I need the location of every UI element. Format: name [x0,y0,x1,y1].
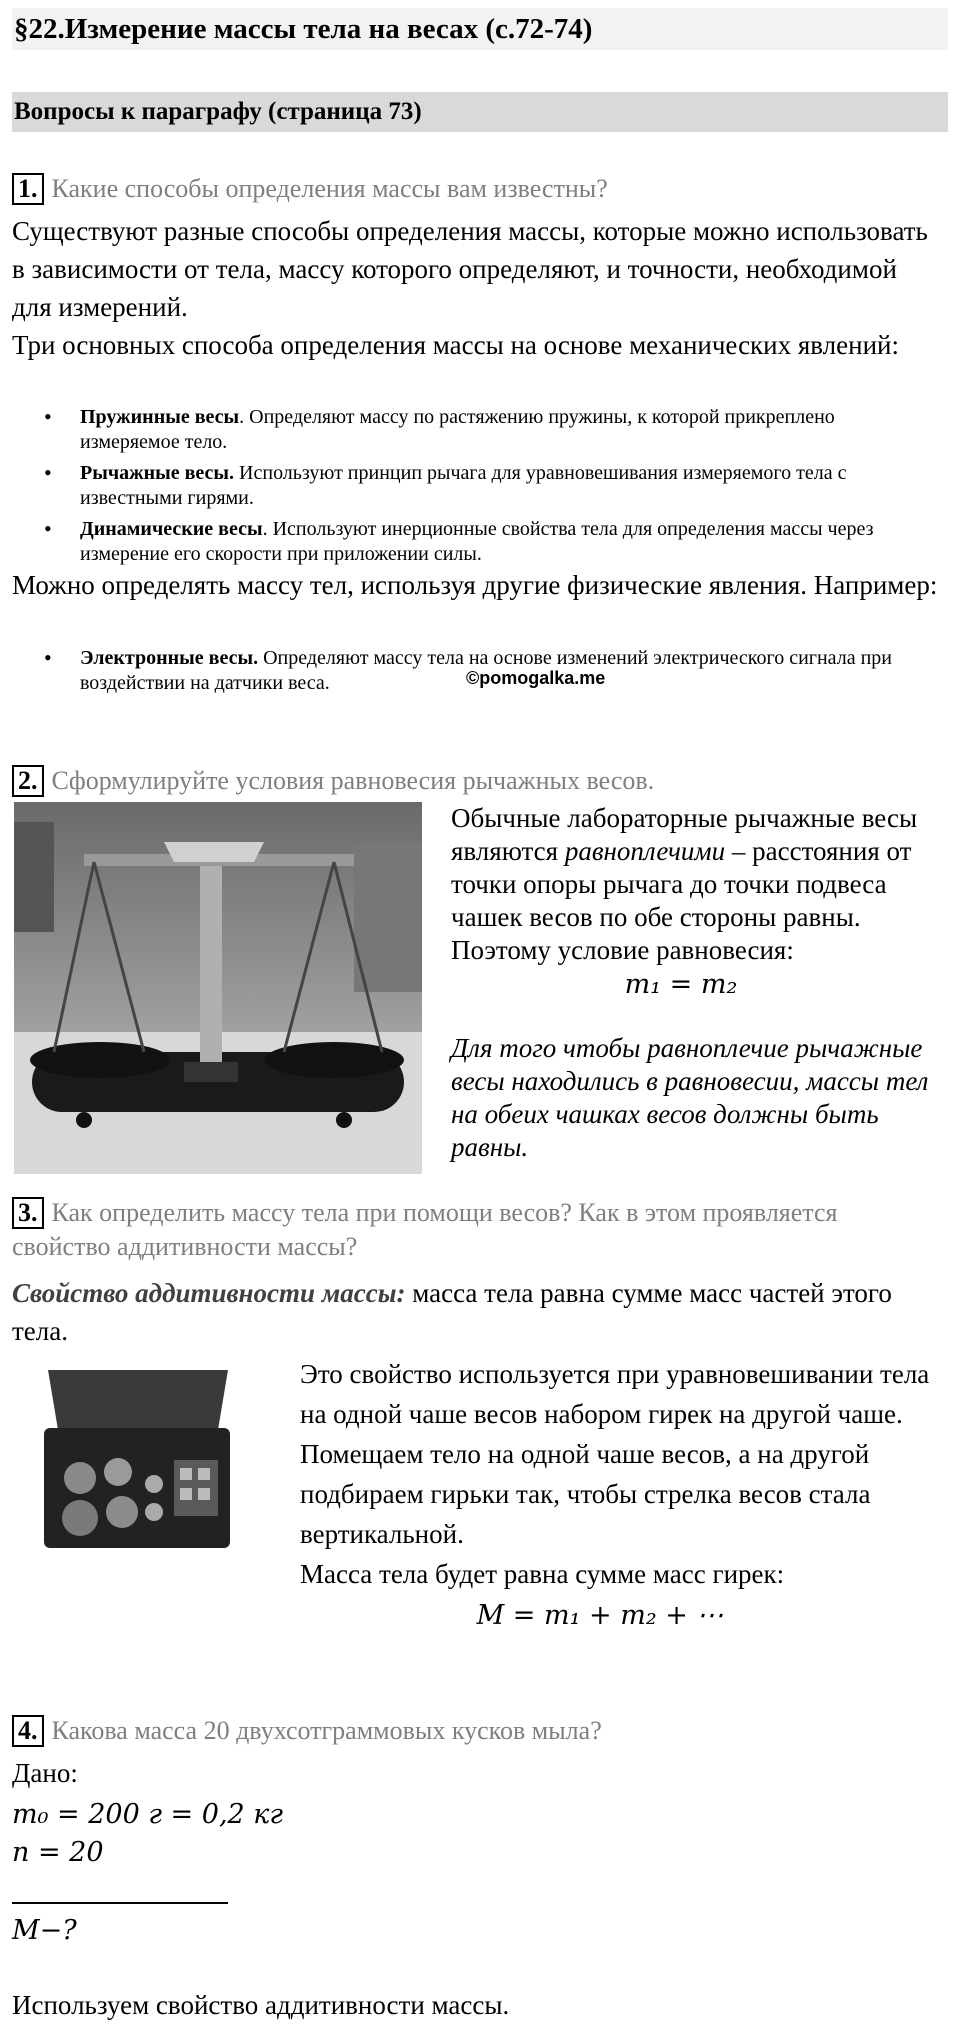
equilibrium-formula: m₁ = m₂ [624,969,738,1000]
equilibrium-conclusion: Для того чтобы равноплечие рычажные весы находились в равновесии, массы тел на обеих чашках весов должны быть равны. [451,1033,929,1162]
given-divider [12,1902,228,1904]
question-text: Сформулируйте условия равновесия рычажных весов. [51,766,655,795]
question-1 [12,172,608,206]
question-4 [12,1714,602,1748]
equilibrium-explanation: Обычные лабораторные рычажные весы являются равноплечими – расстояния от точки опоры рычага до точки подвеса чашек весов по обе стороны равны. Поэтому условие равновесия: [451,803,918,965]
section-subtitle: Вопросы к параграфу (страница 73) [14,98,422,125]
weights-set-photo [34,1360,240,1560]
list-item: • Рычажные весы. Используют принцип рычага для уравновешивания измеряемого тела с известными гирями. [44,461,924,511]
solution-text: Используем свойство аддитивности массы. [12,1990,510,2020]
sum-formula: M = m₁ + m₂ + ⋯ [476,1600,724,1631]
additivity-definition: Свойство аддитивности массы: масса тела равна сумме масс частей этого тела. [12,1278,892,1346]
list-item: • Пружинные весы. Определяют массу по растяжению пружины, к которой прикреплено измеряемое тело. [44,405,924,455]
question-3 [12,1196,942,1264]
question-number: 3. [12,1197,44,1229]
question-text: Какие способы определения массы вам известны? [51,174,608,203]
question-number: 1. [12,173,44,205]
question-2 [12,764,654,798]
watermark: ©pomogalka.me [466,668,606,688]
find-value: M−? [12,1915,77,1946]
balance-scale-photo [14,802,422,1174]
list-item: • Электронные весы. Определяют массу тела на основе изменений электрического сигнала при воздействии на датчики веса. [44,646,924,696]
given-count: n = 20 [12,1837,104,1868]
page-title: §22.Измерение массы тела на весах (с.72-74) [14,13,593,45]
question-number: 2. [12,765,44,797]
given-mass: m₀ = 200 г = 0,2 кг [12,1799,284,1830]
answer-paragraph-2: Три основных способа определения массы на основе механических явлений: [12,330,899,360]
question-number: 4. [12,1715,44,1747]
given-label: Дано: [12,1758,78,1788]
additivity-explanation: Это свойство используется при уравновешивании тела на одной чаше весов набором гирек на другой чаше. Помещаем тело на одной чаше весов, а на другой подбираем гирьки так, чтобы стрелка весов стала вертикальной. [300,1359,930,1549]
methods-list [44,405,924,573]
additivity-explanation-2: Масса тела будет равна сумме масс гирек: [300,1559,785,1589]
question-text: Как определить массу тела при помощи весов? Как в этом проявляется свойство аддитивности массы? [12,1198,838,1261]
answer-paragraph-3: Можно определять массу тел, используя другие физические явления. Например: [12,570,938,600]
list-item: • Динамические весы. Используют инерционные свойства тела для определения массы через измерение его скорости при приложении силы. [44,517,924,567]
answer-paragraph-1: Существуют разные способы определения массы, которые можно использовать в зависимости от тела, массу которого определяют, и точности, необходимой для измерений. [12,216,928,322]
question-text: Какова масса 20 двухсотграммовых кусков мыла? [51,1716,602,1745]
